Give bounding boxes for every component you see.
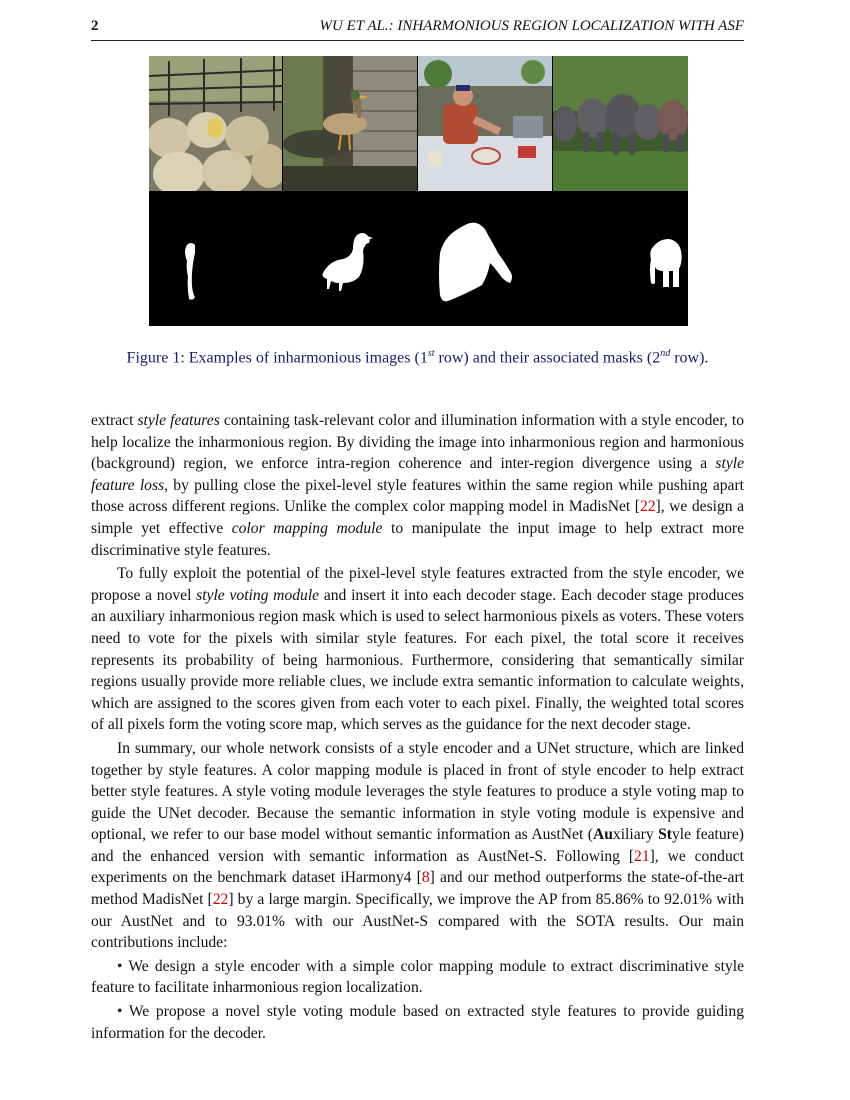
text-run: ], we conduct experiments on the benchmark dataset iHarmony4 [: [91, 847, 744, 887]
caption-text: Figure 1: Examples of inharmonious images (1: [126, 349, 428, 367]
figure-1: [149, 56, 688, 326]
elephant-image: [553, 56, 688, 191]
caption-text: row).: [670, 349, 709, 367]
text-run: containing task-relevant color and illumination information with a style encoder, to help localize the inharmonious region. By dividing the image into inharmonious region and harmonious (background) region, we enforce intra-region coherence and inter-region divergence using a: [91, 412, 744, 473]
caption-sup: st: [427, 348, 435, 359]
person-image: [418, 56, 552, 191]
body-text: [91, 410, 744, 1044]
text-run: ] and our method outperforms the state-of-the-art method MadisNet [: [91, 869, 744, 909]
elephant-mask: [553, 191, 688, 326]
duck-mask: [283, 191, 417, 326]
text-run: In summary, our whole network consists of a style encoder and a UNet structure, which are linked together by style features. A color mapping module is placed in front of style encoder to help extract better style features. A style voting module leverages the style features to produce a style voting map to guide the UNet decoder. Because the semantic information in style voting module is expensive and optional, we refer to our base model without semantic information as AustNet (: [91, 739, 744, 844]
paragraph-1: [91, 410, 744, 561]
text-run: ] by a large margin. Specifically, we improve the AP from 85.86% to 92.01% with our AustNet and to 93.01% with our AustNet-S compared with the SOTA results. Our main contributions include:: [91, 891, 745, 952]
running-head: WU ET AL.: INHARMONIOUS REGION LOCALIZATION WITH ASF: [319, 18, 744, 34]
caption-text: row) and their associated masks (2: [434, 349, 661, 367]
text-run: xiliary: [612, 826, 659, 844]
sheep-mask: [149, 191, 282, 326]
text-run: to manipulate the input image to help extract more discriminative style features.: [91, 519, 745, 559]
citation-link[interactable]: 8: [421, 869, 430, 887]
paragraph-2: [91, 563, 744, 736]
running-header: [91, 16, 744, 41]
italic-term: style voting module: [196, 586, 320, 604]
paragraph-3: [91, 738, 744, 954]
bold-term: St: [658, 826, 672, 844]
citation-link[interactable]: 22: [212, 891, 229, 909]
bullet-item: • We design a style encoder with a simple color mapping module to extract discriminative style feature to facilitate inharmonious region localization.: [91, 957, 744, 997]
text-run: ], we design a simple yet effective: [91, 498, 745, 537]
bullet-item: • We propose a novel style voting module based on extracted style features to provide guiding information for the decoder.: [91, 1003, 744, 1042]
sheep-image: [149, 56, 282, 191]
duck-image: [283, 56, 417, 191]
text-run: yle feature) and the enhanced version with semantic information as AustNet-S. Following [: [91, 826, 744, 865]
italic-term: style feature loss: [91, 455, 744, 494]
figure-caption: [91, 348, 744, 367]
italic-term: style features: [137, 412, 220, 429]
text-run: and insert it into each decoder stage. Each decoder stage produces an auxiliary inharmonious region mask which is used to select harmonious pixels as voters. These voters need to vote for the pixels with similar style features. For each pixel, the total score it receives represents its probability of being harmonious. Furthermore, considering that semantically similar regions usually provide more reliable clues, we include extra semantic information to calculate weights, which are assigned to the scores given from each voter to each pixel. Finally, the weighted total scores of all pixels form the voting score map, which serves as the guidance for the next decoder stage.: [91, 586, 744, 734]
bold-term: Au: [592, 826, 613, 844]
page-number: 2: [91, 18, 99, 34]
citation-link[interactable]: 21: [634, 847, 650, 865]
text-run: extract: [91, 412, 138, 429]
citation-link[interactable]: 22: [639, 498, 656, 516]
person-mask: [418, 191, 552, 326]
italic-term: color mapping module: [231, 519, 383, 537]
caption-sup: nd: [660, 348, 671, 359]
text-run: , by pulling close the pixel-level style features within the same region while pushing apart those across different regions. Unlike the complex color mapping model in MadisNet [: [91, 476, 744, 516]
text-run: To fully exploit the potential of the pixel-level style features extracted from the style encoder, we propose a novel: [91, 565, 744, 604]
